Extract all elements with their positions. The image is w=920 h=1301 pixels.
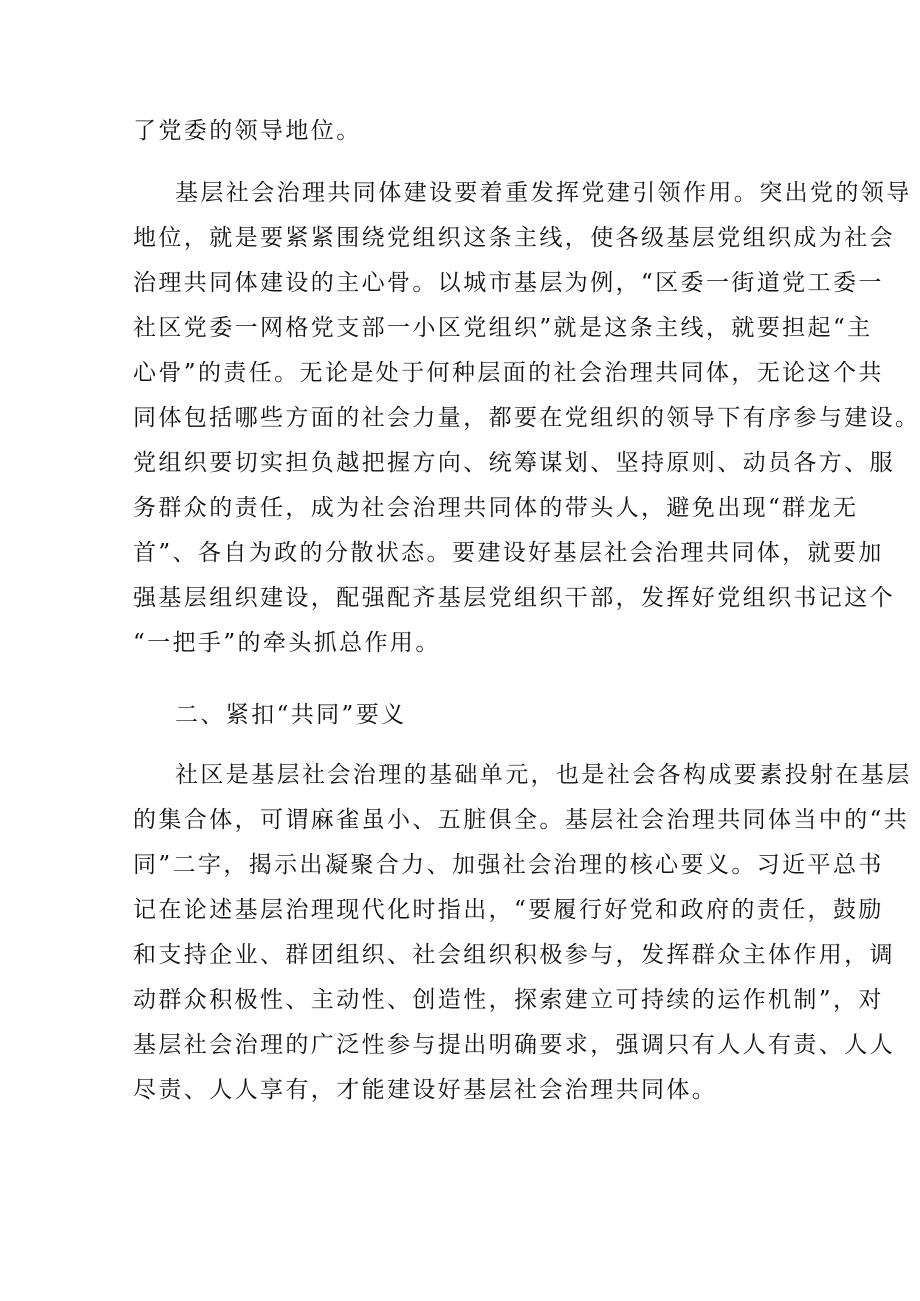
paragraph-3-line: 的集合体，可谓麻雀虽小、五脏俱全。基层社会治理共同体当中的“共 bbox=[133, 807, 910, 833]
paragraph-3-line: 尽责、人人享有，才能建设好基层社会治理共同体。 bbox=[133, 1077, 718, 1103]
paragraph-2-line: 同体包括哪些方面的社会力量，都要在党组织的领导下有序参与建设。 bbox=[133, 405, 920, 431]
paragraph-2-line: 社区党委一网格党支部一小区党组织”就是这条主线，就要担起“主 bbox=[133, 315, 873, 341]
paragraph-2-line: “一把手”的牵头抓总作用。 bbox=[133, 630, 441, 656]
paragraph-2-line: 党组织要切实担负越把握方向、统筹谋划、坚持原则、动员各方、服 bbox=[133, 450, 895, 476]
paragraph-2-line: 基层社会治理共同体建设要着重发挥党建引领作用。突出党的领导 bbox=[175, 180, 912, 206]
paragraph-2-line: 首”、各自为政的分散状态。要建设好基层社会治理共同体，就要加 bbox=[133, 540, 884, 566]
paragraph-2-line: 治理共同体建设的主心骨。以城市基层为例，“区委一街道党工委一 bbox=[133, 270, 884, 296]
paragraph-3-line: 社区是基层社会治理的基础单元，也是社会各构成要素投射在基层 bbox=[175, 762, 912, 788]
section-heading: 二、紧扣“共同”要义 bbox=[175, 702, 407, 728]
paragraph-3-line: 基层社会治理的广泛性参与提出明确要求，强调只有人人有责、人人 bbox=[133, 1032, 895, 1058]
paragraph-2-line: 心骨”的责任。无论是处于何种层面的社会治理共同体，无论这个共 bbox=[133, 360, 884, 386]
paragraph-3-line: 和支持企业、群团组织、社会组织积极参与，发挥群众主体作用，调 bbox=[133, 942, 895, 968]
paragraph-3-line: 同”二字，揭示出凝聚合力、加强社会治理的核心要义。习近平总书 bbox=[133, 852, 884, 878]
paragraph-3-line: 动群众积极性、主动性、创造性，探索建立可持续的运作机制”，对 bbox=[133, 987, 884, 1013]
paragraph-1-line: 了党委的领导地位。 bbox=[133, 118, 362, 144]
paragraph-2-line: 务群众的责任，成为社会治理共同体的带头人，避免出现“群龙无 bbox=[133, 495, 859, 521]
paragraph-2-line: 地位，就是要紧紧围绕党组织这条主线，使各级基层党组织成为社会 bbox=[133, 225, 895, 251]
paragraph-3-line: 记在论述基层治理现代化时指出，“要履行好党和政府的责任，鼓励 bbox=[133, 897, 884, 923]
paragraph-2-line: 强基层组织建设，配强配齐基层党组织干部，发挥好党组织书记这个 bbox=[133, 585, 895, 611]
